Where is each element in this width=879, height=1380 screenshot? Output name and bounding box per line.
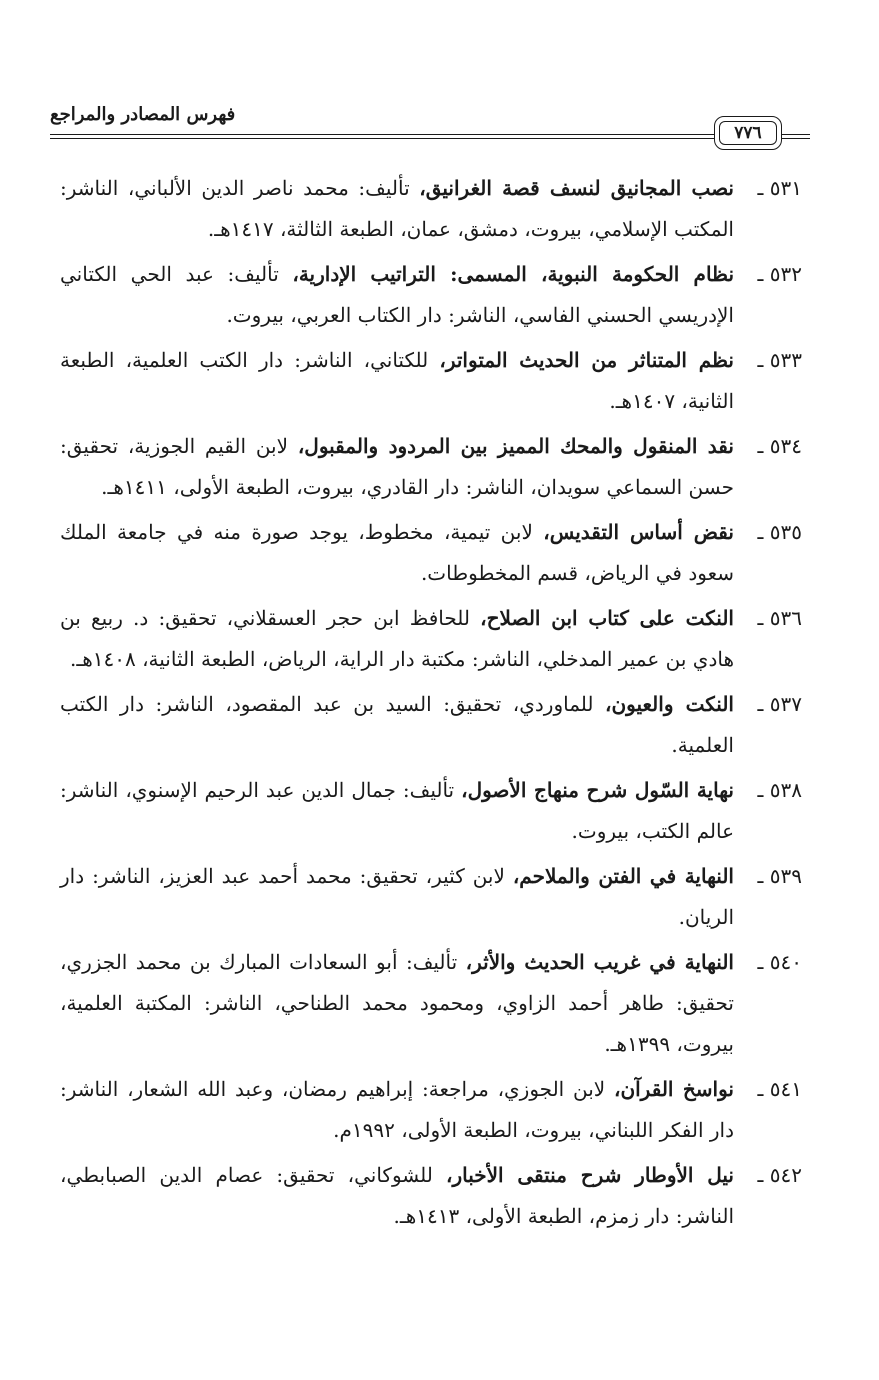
bibliography-entry: [60, 684, 802, 766]
entry-title: النهاية في غريب الحديث والأثر،: [465, 950, 734, 974]
entry-title: النكت والعيون،: [605, 692, 734, 716]
page-header: [50, 98, 810, 154]
bibliography-entry: [60, 340, 802, 422]
header-rule-right-thin: [782, 138, 810, 139]
bibliography-entry: [60, 254, 802, 336]
entry-number: ٥٣١ ـ: [757, 176, 802, 200]
entry-number: ٥٣٩ ـ: [757, 864, 802, 888]
entry-title: نصب المجانيق لنسف قصة الغرانيق،: [419, 176, 734, 200]
bibliography-entry: [60, 1069, 802, 1151]
bibliography-entry: [60, 770, 802, 852]
entry-details: لابن الجوزي، مراجعة: إبراهيم رمضان، وعبد الله الشعار، الناشر: دار الفكر اللبناني، بيروت، الطبعة الأولى، ١٩٩٢م.: [60, 1077, 734, 1142]
page-number-frame: [714, 116, 782, 150]
entry-details: للشوكاني، تحقيق: عصام الدين الصبابطي، الناشر: دار زمزم، الطبعة الأولى، ١٤١٣هـ.: [60, 1163, 734, 1228]
entry-details: لابن تيمية، مخطوط، يوجد صورة منه في جامعة الملك سعود في الرياض، قسم المخطوطات.: [60, 520, 734, 585]
entry-number: ٥٤١ ـ: [757, 1077, 802, 1101]
running-title: فهرس المصادر والمراجع: [50, 104, 236, 125]
entry-details: تأليف: جمال الدين عبد الرحيم الإسنوي، الناشر: عالم الكتب، بيروت.: [60, 778, 734, 843]
entry-number: ٥٣٢ ـ: [757, 262, 802, 286]
entry-details: للكتاني، الناشر: دار الكتب العلمية، الطبعة الثانية، ١٤٠٧هـ.: [60, 348, 734, 413]
bibliography-entry: [60, 856, 802, 938]
bibliography-entry: [60, 1155, 802, 1237]
header-rule-thin: [50, 138, 714, 139]
bibliography-entry: [60, 942, 802, 1065]
entry-title: نهاية السّول شرح منهاج الأصول،: [461, 778, 735, 802]
entry-number: ٥٣٤ ـ: [757, 434, 802, 458]
entry-number: ٥٣٨ ـ: [757, 778, 802, 802]
entry-title: نواسخ القرآن،: [613, 1077, 734, 1101]
entry-details: تأليف: أبو السعادات المبارك بن محمد الجزري، تحقيق: طاهر أحمد الزاوي، ومحمود محمد الطناحي، الناشر: المكتبة العلمية، بيروت، ١٣٩٩هـ.: [60, 950, 734, 1056]
entry-details: لابن كثير، تحقيق: محمد أحمد عبد العزيز، الناشر: دار الريان.: [60, 864, 734, 929]
entry-title: نقض أساس التقديس،: [543, 520, 734, 544]
entry-details: للماوردي، تحقيق: السيد بن عبد المقصود، الناشر: دار الكتب العلمية.: [60, 692, 734, 757]
page-number-inner-frame: [719, 121, 777, 145]
entry-title: نظم المتناثر من الحديث المتواتر،: [439, 348, 735, 372]
header-rule-right: [782, 134, 810, 135]
header-rule-thick: [50, 134, 714, 135]
entry-title: نيل الأوطار شرح منتقى الأخبار،: [446, 1163, 734, 1187]
entry-details: تأليف: عبد الحي الكتاني الإدريسي الحسني الفاسي، الناشر: دار الكتاب العربي، بيروت.: [60, 262, 734, 327]
bibliography-entry: [60, 426, 802, 508]
bibliography-entry: [60, 598, 802, 680]
page-number: ٧٧٦: [734, 123, 762, 143]
entry-title: نقد المنقول والمحك المميز بين المردود والمقبول،: [297, 434, 734, 458]
bibliography-list: [60, 168, 802, 1241]
entry-details: للحافظ ابن حجر العسقلاني، تحقيق: د. ربيع بن هادي بن عمير المدخلي، الناشر: مكتبة دار الراية، الرياض، الطبعة الثانية، ١٤٠٨هـ.: [60, 606, 734, 671]
bibliography-entry: [60, 168, 802, 250]
entry-number: ٥٣٧ ـ: [757, 692, 802, 716]
entry-number: ٥٤٠ ـ: [757, 950, 802, 974]
bibliography-entry: [60, 512, 802, 594]
entry-number: ٥٣٣ ـ: [757, 348, 802, 372]
entry-number: ٥٣٦ ـ: [757, 606, 802, 630]
entry-title: نظام الحكومة النبوية، المسمى: التراتيب الإدارية،: [292, 262, 735, 286]
entry-title: النكت على كتاب ابن الصلاح،: [480, 606, 734, 630]
entry-number: ٥٤٢ ـ: [757, 1163, 802, 1187]
entry-details: لابن القيم الجوزية، تحقيق: حسن السماعي سويدان، الناشر: دار القادري، بيروت، الطبعة الأولى، ١٤١١هـ.: [60, 434, 734, 499]
entry-details: تأليف: محمد ناصر الدين الألباني، الناشر: المكتب الإسلامي، بيروت، دمشق، عمان، الطبعة الثالثة، ١٤١٧هـ.: [60, 176, 734, 241]
entry-title: النهاية في الفتن والملاحم،: [512, 864, 734, 888]
entry-number: ٥٣٥ ـ: [757, 520, 802, 544]
